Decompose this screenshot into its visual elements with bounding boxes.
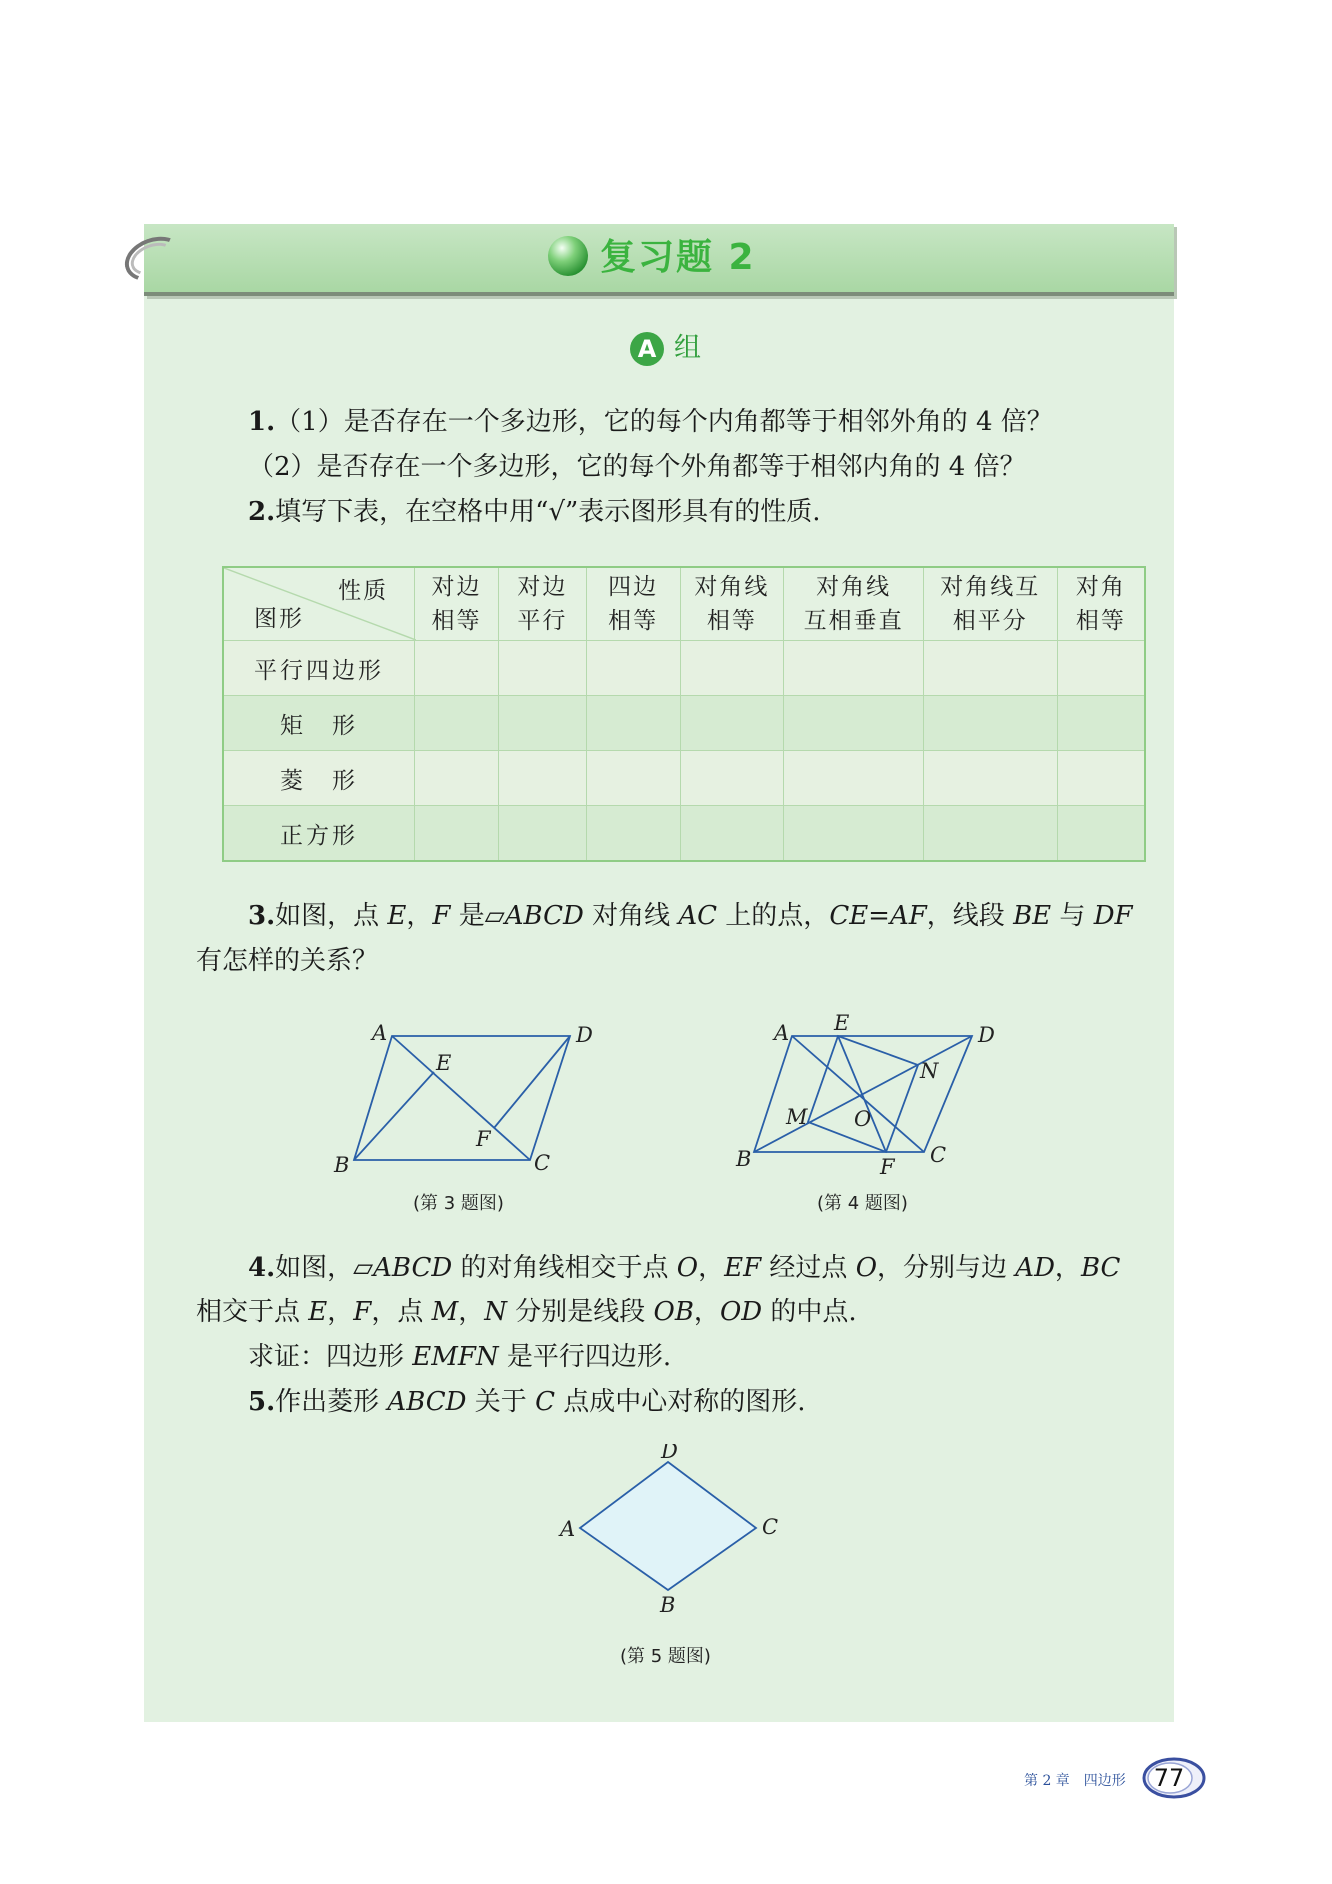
table-row <box>223 641 1145 696</box>
chapter-footer: 第 2 章 四边形 <box>1024 1773 1126 1789</box>
figure-5-caption: (第 5 题图) <box>620 1646 711 1667</box>
answer-cell[interactable] <box>498 696 586 751</box>
figure-3 <box>330 1020 610 1180</box>
answer-cell[interactable] <box>1057 806 1145 862</box>
segment-df <box>494 1036 570 1128</box>
table-header-cell: 对边 平行 <box>498 567 586 641</box>
problem-4-line-1: 4.如图，▱ABCD 的对角线相交于点 O，EF 经过点 O，分别与边 AD，BC <box>248 1253 1121 1283</box>
problem-5: 5.作出菱形 ABCD 关于 C 点成中心对称的图形. <box>248 1387 806 1417</box>
problem-4-line-2: 相交于点 E，F，点 M，N 分别是线段 OB，OD 的中点. <box>196 1297 857 1327</box>
figure-5 <box>556 1444 786 1624</box>
table-header-cell: 对角线 相等 <box>680 567 784 641</box>
group-heading <box>630 330 701 366</box>
label-b: B <box>736 1147 752 1171</box>
table-header-cell: 对角线 互相垂直 <box>784 567 924 641</box>
group-label: 组 <box>674 332 701 364</box>
answer-cell[interactable] <box>498 751 586 806</box>
problem-number: 1. <box>248 407 276 437</box>
table-header-cell: 对角 相等 <box>1057 567 1145 641</box>
table-header-cell: 对边 相等 <box>415 567 499 641</box>
answer-cell[interactable] <box>415 751 499 806</box>
corner-bottom-label: 图形 <box>254 606 304 632</box>
answer-cell[interactable] <box>923 806 1057 862</box>
table-row <box>223 806 1145 862</box>
problem-3-line-2: 有怎样的关系？ <box>196 946 379 976</box>
answer-cell[interactable] <box>784 641 924 696</box>
label-e: E <box>834 1011 850 1035</box>
label-o: O <box>854 1107 872 1131</box>
problem-4-line-3: 求证：四边形 EMFN 是平行四边形. <box>248 1342 672 1372</box>
answer-cell[interactable] <box>923 751 1057 806</box>
row-label: 菱 形 <box>223 751 415 806</box>
answer-cell[interactable] <box>784 806 924 862</box>
label-d: D <box>661 1444 678 1463</box>
figure-4 <box>734 1010 1004 1182</box>
page-number: 77 <box>1153 1764 1185 1792</box>
answer-cell[interactable] <box>680 751 784 806</box>
label-d: D <box>978 1023 995 1047</box>
answer-cell[interactable] <box>498 806 586 862</box>
problem-2 <box>248 494 821 530</box>
answer-cell[interactable] <box>498 641 586 696</box>
diagonal-ac <box>792 1036 924 1152</box>
answer-cell[interactable] <box>1057 696 1145 751</box>
label-n: N <box>920 1059 939 1083</box>
label-b: B <box>334 1153 350 1177</box>
label-d: D <box>576 1023 593 1047</box>
figure-3-caption: (第 3 题图) <box>413 1193 504 1214</box>
problem-text: 填写下表，在空格中用“√”表示图形具有的性质. <box>275 497 821 527</box>
answer-cell[interactable] <box>415 641 499 696</box>
rhombus-abcd <box>580 1462 756 1590</box>
label-m: M <box>786 1105 808 1129</box>
answer-cell[interactable] <box>680 696 784 751</box>
answer-cell[interactable] <box>1057 641 1145 696</box>
section-title: 复习题 2 <box>600 237 756 278</box>
label-f: F <box>476 1127 491 1151</box>
table-row <box>223 696 1145 751</box>
problem-1-line-1 <box>248 404 1053 440</box>
label-c: C <box>930 1143 947 1167</box>
label-a: A <box>560 1517 576 1541</box>
table-row <box>223 751 1145 806</box>
table-header-row <box>223 567 1145 641</box>
problem-3-line-1: 3.如图，点 E，F 是▱ABCD 对角线 AC 上的点，CE=AF，线段 BE 与 DF <box>248 901 1133 931</box>
answer-cell[interactable] <box>1057 751 1145 806</box>
segment-ef <box>838 1036 886 1152</box>
row-label: 矩 形 <box>223 696 415 751</box>
answer-cell[interactable] <box>415 806 499 862</box>
figure-4-caption: (第 4 题图) <box>817 1193 908 1214</box>
table-corner-cell <box>223 567 415 641</box>
answer-cell[interactable] <box>784 751 924 806</box>
label-b: B <box>660 1593 676 1617</box>
problem-text: （1）是否存在一个多边形，它的每个内角都等于相邻外角的 4 倍？ <box>275 407 1053 437</box>
label-e: E <box>436 1051 452 1075</box>
group-badge: A <box>630 332 664 366</box>
label-c: C <box>762 1515 779 1539</box>
table-header-cell: 对角线互 相平分 <box>923 567 1057 641</box>
answer-cell[interactable] <box>784 696 924 751</box>
label-c: C <box>534 1151 551 1175</box>
answer-cell[interactable] <box>923 696 1057 751</box>
diagonal-ac <box>392 1036 530 1160</box>
answer-cell[interactable] <box>586 696 680 751</box>
answer-cell[interactable] <box>923 641 1057 696</box>
problem-1-line-2: （2）是否存在一个多边形，它的每个外角都等于相邻内角的 4 倍？ <box>248 452 1026 482</box>
answer-cell[interactable] <box>586 641 680 696</box>
answer-cell[interactable] <box>586 751 680 806</box>
problem-number: 2. <box>248 497 276 527</box>
properties-table <box>222 566 1146 862</box>
answer-cell[interactable] <box>680 806 784 862</box>
label-a: A <box>774 1021 790 1045</box>
row-label: 平行四边形 <box>223 641 415 696</box>
segment-be <box>354 1072 434 1160</box>
answer-cell[interactable] <box>586 806 680 862</box>
label-f: F <box>880 1155 895 1179</box>
label-a: A <box>372 1021 388 1045</box>
answer-cell[interactable] <box>415 696 499 751</box>
row-label: 正方形 <box>223 806 415 862</box>
answer-cell[interactable] <box>680 641 784 696</box>
green-sphere-icon <box>548 236 588 276</box>
corner-top-label: 性质 <box>338 578 389 604</box>
table-header-cell: 四边 相等 <box>586 567 680 641</box>
